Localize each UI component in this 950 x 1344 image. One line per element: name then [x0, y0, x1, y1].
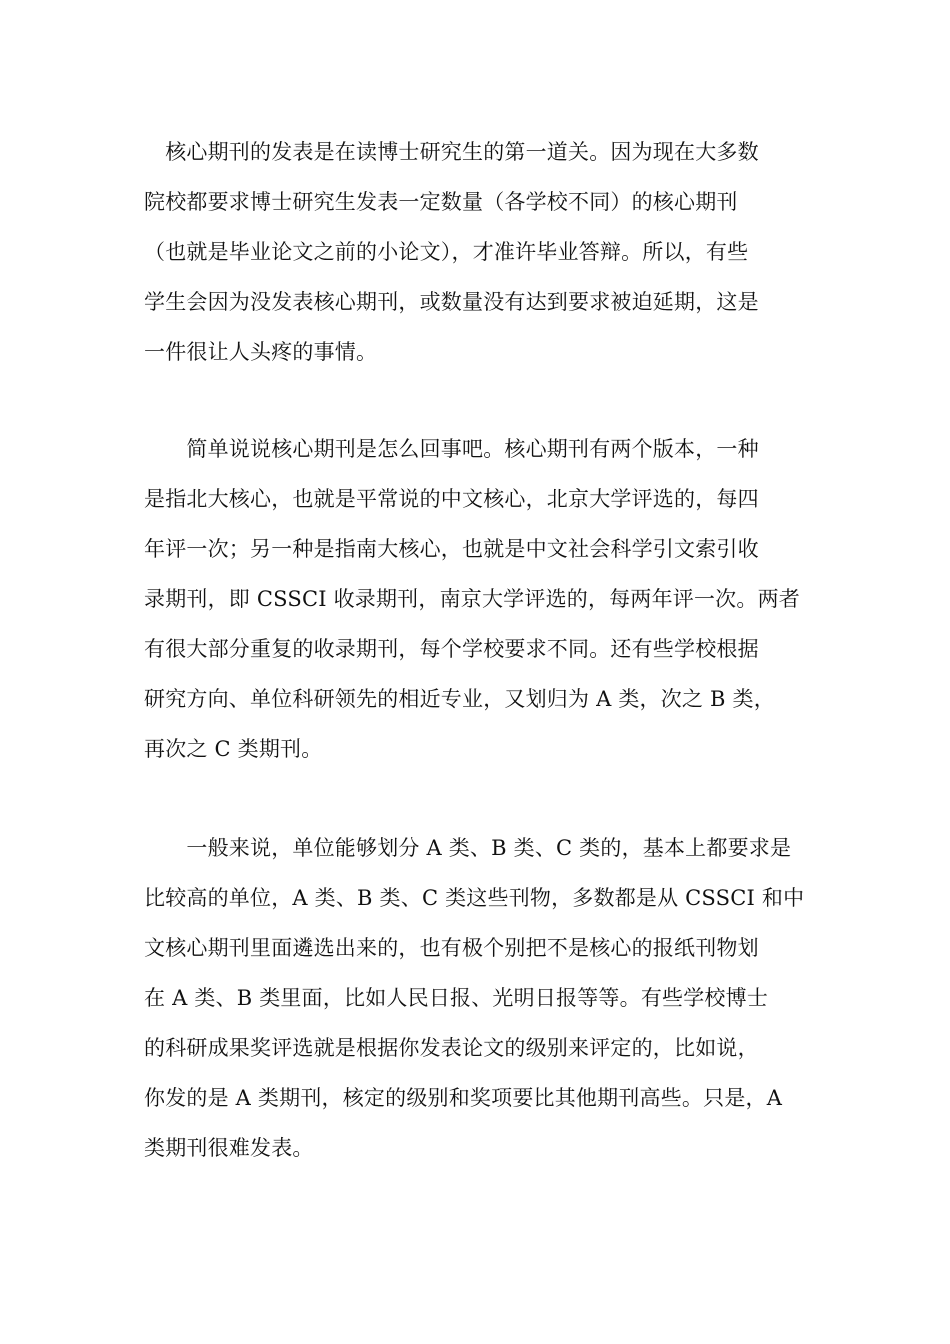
text-line: 是指北大核心，也就是平常说的中文核心，北京大学评选的，每四	[144, 487, 759, 511]
text-line: 类期刊很难发表。	[144, 1136, 314, 1160]
text-line: （也就是毕业论文之前的小论文），才准许毕业答辩。所以，有些	[144, 240, 749, 264]
paragraph-journal-categories	[144, 823, 808, 1173]
text-line: 院校都要求博士研究生发表一定数量（各学校不同）的核心期刊	[144, 190, 738, 214]
text-line: 简单说说核心期刊是怎么回事吧。核心期刊有两个版本，一种	[144, 437, 759, 461]
paragraph-core-journal-versions	[144, 424, 808, 774]
text-line: 再次之 C 类期刊。	[144, 737, 323, 761]
text-line: 在 A 类、B 类里面，比如人民日报、光明日报等等。有些学校博士	[144, 986, 769, 1010]
text-line: 有很大部分重复的收录期刊，每个学校要求不同。还有些学校根据	[144, 637, 759, 661]
text-line: 比较高的单位，A 类、B 类、C 类这些刊物，多数都是从 CSSCI 和中	[144, 886, 805, 910]
text-line: 的科研成果奖评选就是根据你发表论文的级别来评定的，比如说，	[144, 1036, 759, 1060]
text-line: 文核心期刊里面遴选出来的，也有极个别把不是核心的报纸刊物划	[144, 936, 759, 960]
text-line: 一般来说，单位能够划分 A 类、B 类、C 类的，基本上都要求是	[144, 836, 792, 860]
text-line: 研究方向、单位科研领先的相近专业，又划归为 A 类，次之 B 类，	[144, 687, 775, 711]
text-line: 年评一次；另一种是指南大核心，也就是中文社会科学引文索引收	[144, 537, 759, 561]
text-line: 录期刊，即 CSSCI 收录期刊，南京大学评选的，每两年评一次。两者	[144, 587, 800, 611]
text-line: 学生会因为没发表核心期刊，或数量没有达到要求被迫延期，这是	[144, 290, 759, 314]
text-line: 一件很让人头疼的事情。	[144, 340, 378, 364]
text-line: 核心期刊的发表是在读博士研究生的第一道关。因为现在大多数	[144, 140, 759, 164]
paragraph-core-journal-intro	[144, 127, 808, 377]
text-line: 你发的是 A 类期刊，核定的级别和奖项要比其他期刊高些。只是，A	[144, 1086, 783, 1110]
